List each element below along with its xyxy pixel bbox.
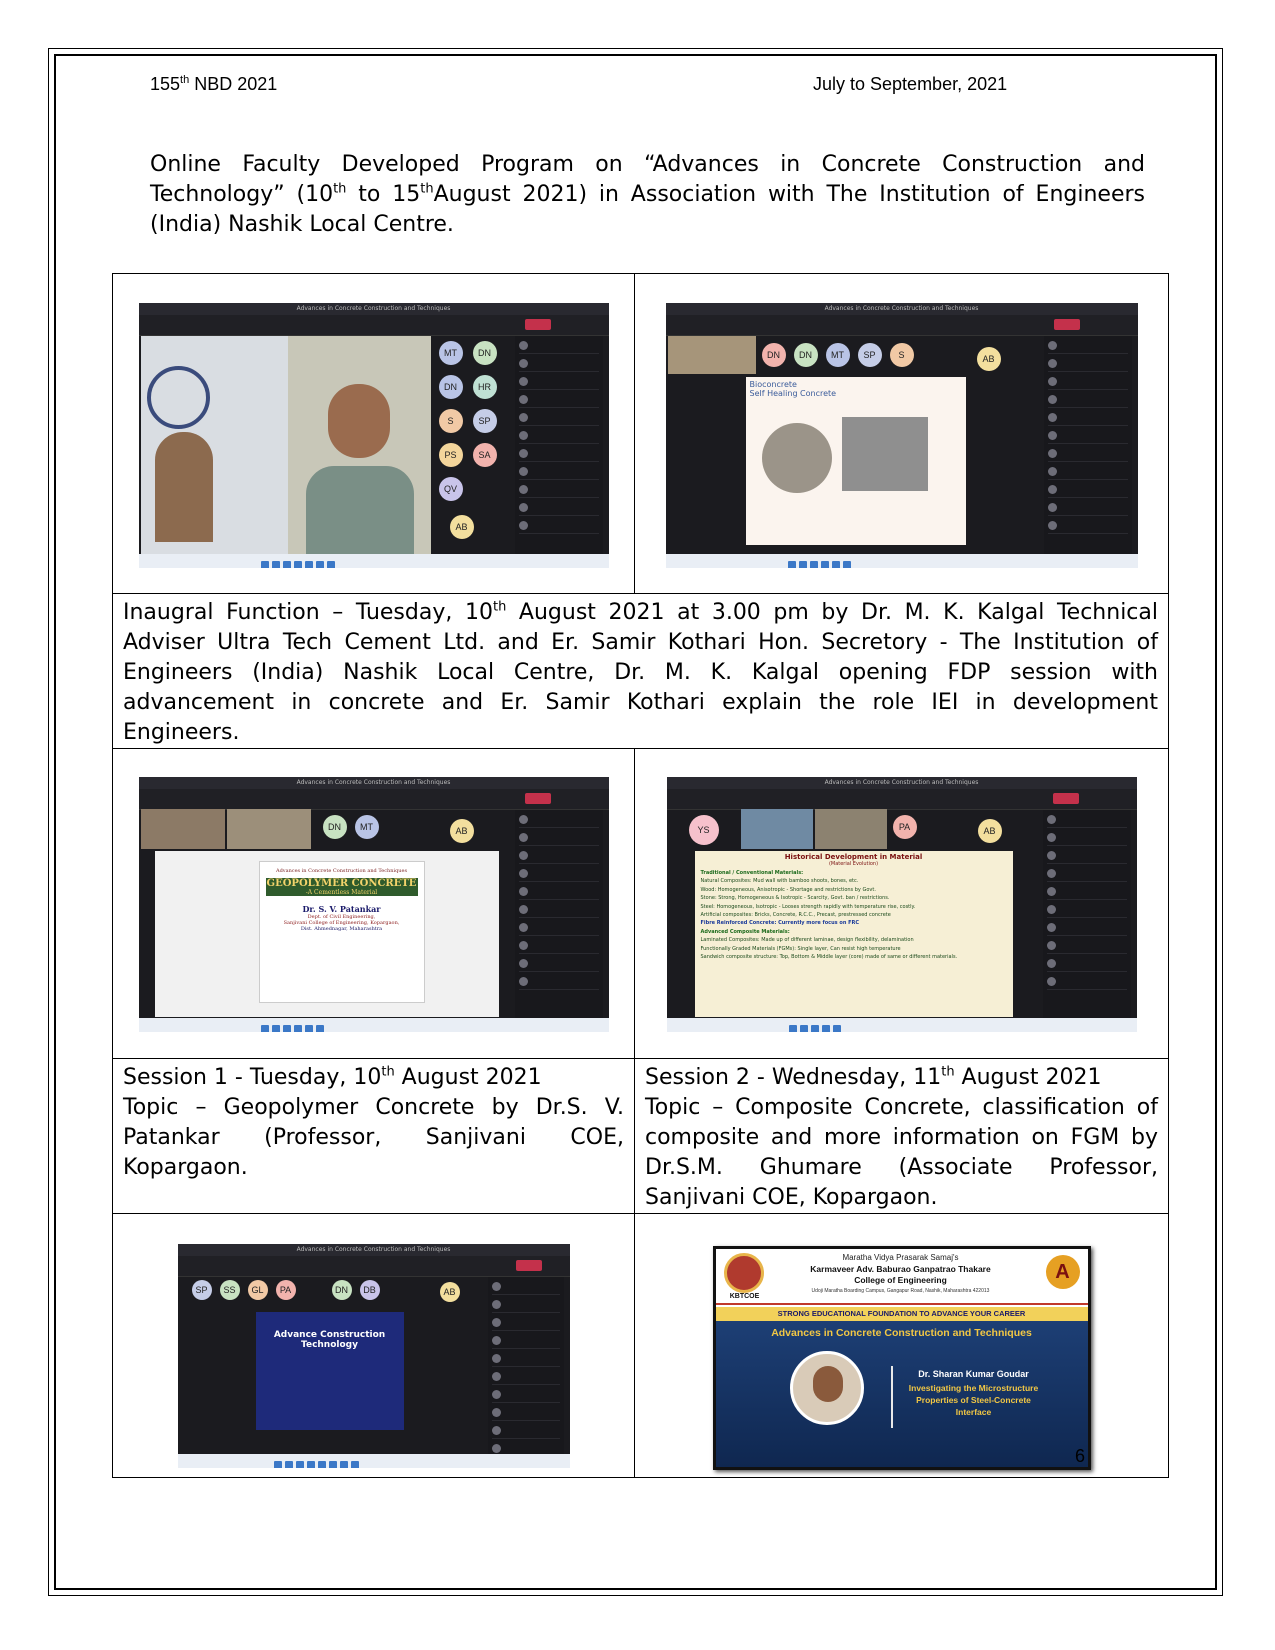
participant-avatar: MT bbox=[826, 343, 850, 367]
cell-inaugural-photo-1 bbox=[113, 274, 635, 594]
participant-avatar: PS bbox=[439, 443, 463, 467]
teams-screenshot bbox=[139, 303, 609, 568]
tbar-region: Advances in Concrete Construction and Techniques bbox=[178, 1244, 570, 1256]
participant-avatar: MT bbox=[355, 815, 379, 839]
vid-region bbox=[141, 809, 225, 849]
poster-banner: STRONG EDUCATIONAL FOUNDATION TO ADVANCE YOUR CAREER bbox=[716, 1307, 1088, 1321]
participant-avatar: DN bbox=[473, 341, 497, 365]
society-name: Maratha Vidya Prasarak Samaj's bbox=[842, 1253, 959, 1262]
shared-slide: Advances in Concrete Construction and Techniques GEOPOLYMER CONCRETE -A Cementless Material Dr. S. V. Patankar Dept. of Civil Engineering, Sanjivani College of Engineering, Kopargaon, Dist. Ahmednagar, Maharashtra bbox=[155, 851, 499, 1017]
inaugural-caption: Inaugral Function – Tuesday, 10th August 2021 at 3.00 pm by Dr. M. K. Kalgal Technical Adviser Ultra Tech Cement Ltd. and Er. Samir Kothari Hon. Secretory - The Institution of Engineers (India) Nashik Local Centre, Dr. M. K. Kalgal opening FDP session with advancement in concrete and Er. Samir Kothari explain the role IEI in development Engineers. bbox=[123, 599, 1159, 745]
cell-session2-photo bbox=[635, 749, 1169, 1059]
participant-avatar: SP bbox=[858, 343, 882, 367]
side-region bbox=[1044, 336, 1132, 554]
video-tile bbox=[668, 336, 756, 374]
topic-line-1: Investigating the Microstructure bbox=[908, 1383, 1039, 1393]
participant-avatar: MT bbox=[439, 341, 463, 365]
speaker-name: Dr. Sharan Kumar Goudar bbox=[918, 1369, 1029, 1379]
participant-avatar: PA bbox=[276, 1280, 296, 1300]
header-right: July to September, 2021 bbox=[813, 74, 1008, 94]
video-tile bbox=[141, 336, 288, 554]
topic-line-3: Interface bbox=[955, 1407, 992, 1417]
header-left: 155th NBD 2021 bbox=[150, 74, 278, 94]
teams-screenshot bbox=[666, 303, 1138, 568]
leave-button bbox=[525, 319, 551, 330]
participant-avatar: AB bbox=[450, 515, 474, 539]
cell-inaugural-photo-2 bbox=[635, 274, 1169, 594]
poster-body bbox=[716, 1321, 1088, 1467]
cell-session3-photo bbox=[113, 1214, 635, 1478]
participant-avatar: DN bbox=[794, 343, 818, 367]
cell-session2-caption bbox=[635, 1059, 1169, 1214]
leave-region bbox=[1053, 793, 1079, 804]
participant-avatar: SP bbox=[192, 1280, 212, 1300]
taskbar-region bbox=[139, 1018, 609, 1032]
side-region bbox=[488, 1277, 564, 1454]
participant-avatar: YS bbox=[689, 815, 719, 845]
webinar-poster bbox=[713, 1246, 1091, 1470]
cell-session1-caption bbox=[113, 1059, 635, 1214]
session2-caption: Session 2 - Wednesday, 11th August 2021 Topic – Composite Concrete, classification of composite and more information on FGM by Dr.S.M. Ghumare (Associate Professor, Sanjivani COE, Kopargaon. bbox=[645, 1064, 1158, 1210]
teams-screenshot bbox=[139, 777, 609, 1032]
session1-caption: Session 1 - Tuesday, 10th August 2021 Topic – Geopolymer Concrete by Dr.S. V. Patankar (Professor, Sanjivani COE, Kopargaon. bbox=[123, 1064, 624, 1180]
participant-avatar: AB bbox=[440, 1282, 460, 1302]
topic-line-2: Properties of Steel-Concrete bbox=[916, 1395, 1031, 1405]
side-region bbox=[515, 810, 603, 1018]
participant-avatar: DN bbox=[439, 375, 463, 399]
participant-avatar: AB bbox=[977, 347, 1001, 371]
tbar-region: Advances in Concrete Construction and Techniques bbox=[667, 777, 1137, 789]
video-tile bbox=[288, 336, 431, 554]
taskbar-region bbox=[666, 554, 1138, 568]
participant-avatar: DB bbox=[360, 1280, 380, 1300]
window-title: Advances in Concrete Construction and Techniques bbox=[139, 303, 609, 315]
leave-region bbox=[516, 1260, 542, 1271]
photo-table bbox=[112, 273, 1169, 1478]
participant-avatar: AB bbox=[978, 819, 1002, 843]
naac-badge: A bbox=[1046, 1255, 1080, 1289]
intro-paragraph: Online Faculty Developed Program on “Advances in Concrete Construction and Technology” (10th to 15thAugust 2021) in Association with The Institution of Engineers (India) Nashik Local Centre. bbox=[150, 152, 1145, 237]
vid-region bbox=[741, 809, 813, 849]
participant-avatar: SS bbox=[220, 1280, 240, 1300]
cell-poster bbox=[635, 1214, 1169, 1478]
vid-region bbox=[227, 809, 311, 849]
college-logo-text: KBTCOE bbox=[729, 1293, 760, 1300]
shared-slide: Advance Construction Technology bbox=[256, 1312, 404, 1430]
participant-avatar: S bbox=[439, 409, 463, 433]
participant-avatar: DN bbox=[762, 343, 786, 367]
leave-region bbox=[1054, 319, 1080, 330]
teams-screenshot bbox=[178, 1244, 570, 1468]
college-logo bbox=[724, 1253, 764, 1293]
participant-avatar: S bbox=[890, 343, 914, 367]
shared-slide: Historical Development in Material (Material Evolution) Traditional / Conventional Materials: Natural Composites: Mud wall with bamboo shoots, bones, etc. Wood: Homogeneous, Anisotropic - Shortage and restrictions by Govt. Stone: Strong, Homogeneous & Isotropic - Scarcity, Govt. ban / restrictions. Steel: Homogeneous, Isotropic - Looses strength rapidly with temperature rise, costly. Artificial composites: Bricks, Concrete, R.C.C., Precast, prestressed concrete Fibre Reinforced Concrete: Currently more focus on FRC Advanced Composite Materials: Laminated Composites: Made up of different laminae, design flexibility, delamination Functionally Graded Materials (FGMs): Single layer, Can resist high temperature Sandwich composite structure: Top, Bottom & Middle layer (core) made of same or different materials. bbox=[695, 851, 1013, 1017]
taskbar-region bbox=[139, 554, 609, 568]
taskbar-region bbox=[178, 1454, 570, 1468]
college-address: Udoji Maratha Boarding Campus, Gangapur Road, Nashik, Maharashtra 422013 bbox=[811, 1288, 990, 1294]
page-number: 6 bbox=[1075, 1446, 1086, 1466]
side-region bbox=[515, 336, 603, 554]
tbar-region: Advances in Concrete Construction and Techniques bbox=[666, 303, 1138, 315]
vid-region bbox=[815, 809, 887, 849]
participant-avatar: DN bbox=[323, 815, 347, 839]
participant-avatar: PA bbox=[893, 815, 917, 839]
college-name-1: Karmaveer Adv. Baburao Ganpatrao Thakare bbox=[810, 1264, 991, 1274]
tool-region bbox=[178, 1256, 570, 1277]
cell-session1-photo bbox=[113, 749, 635, 1059]
side-region bbox=[1043, 810, 1131, 1018]
taskbar-region bbox=[667, 1018, 1137, 1032]
participant-avatar: HR bbox=[473, 375, 497, 399]
speaker-photo bbox=[790, 1351, 864, 1425]
teams-screenshot bbox=[667, 777, 1137, 1032]
participant-avatar: QV bbox=[439, 477, 463, 501]
shared-slide: Bioconcrete Self Healing Concrete bbox=[746, 377, 966, 545]
tbar-region: Advances in Concrete Construction and Techniques bbox=[139, 777, 609, 789]
participant-avatar: AB bbox=[450, 819, 474, 843]
participant-avatar: GL bbox=[248, 1280, 268, 1300]
participant-avatar: DN bbox=[332, 1280, 352, 1300]
poster-title: Advances in Concrete Construction and Techniques bbox=[771, 1327, 1032, 1339]
participant-avatar: SA bbox=[473, 443, 497, 467]
leave-region bbox=[525, 793, 551, 804]
cell-inaugural-caption bbox=[113, 594, 1169, 749]
college-name-2: College of Engineering bbox=[854, 1275, 947, 1285]
participant-avatar: SP bbox=[473, 409, 497, 433]
